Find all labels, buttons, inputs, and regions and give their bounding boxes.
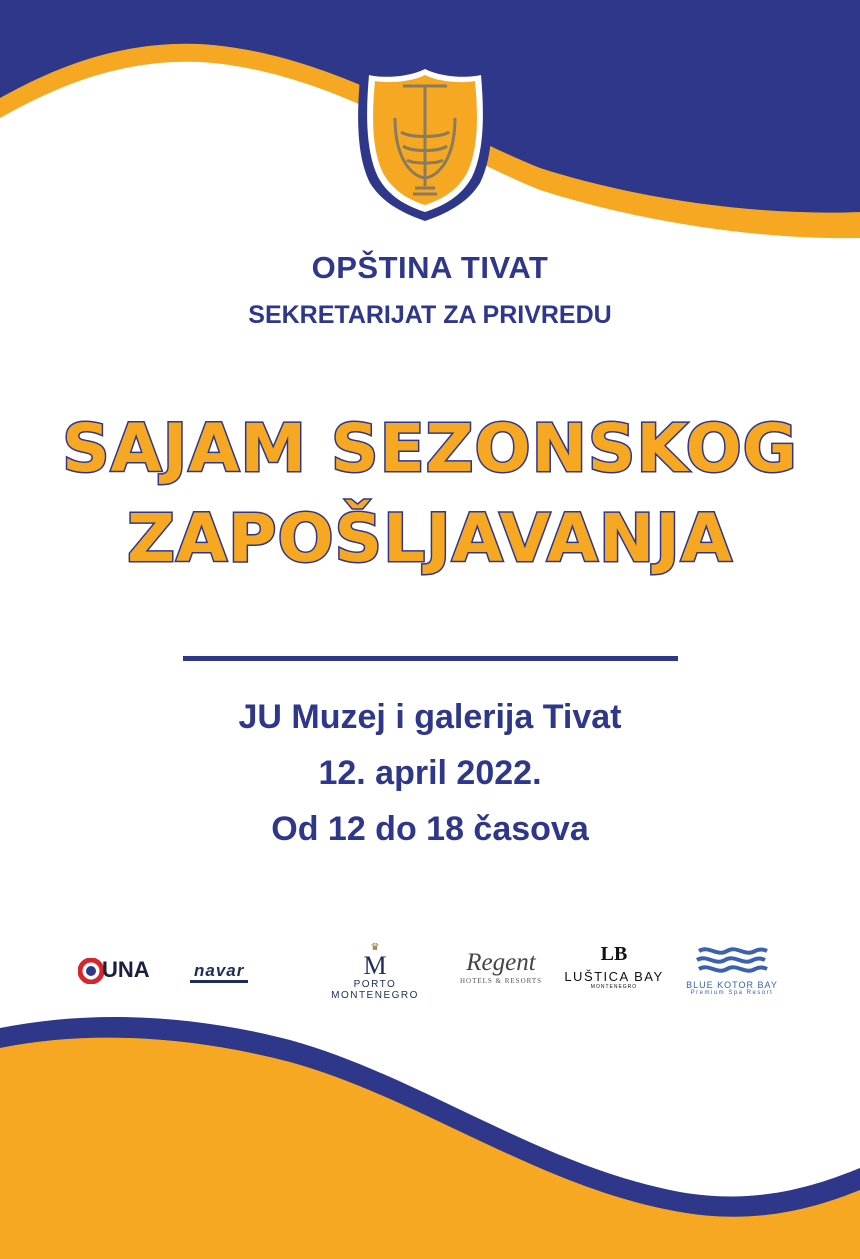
divider-line — [183, 656, 678, 661]
event-venue: JU Muzej i galerija Tivat — [238, 698, 622, 736]
blue-kotor-waves-icon — [695, 945, 769, 975]
navar-logo — [190, 961, 248, 981]
bottom-gold-wave — [0, 1038, 860, 1259]
sponsor-logos — [0, 935, 860, 1005]
lustica-bay-logo — [564, 943, 664, 990]
lustica-tagline: MONTENEGRO — [590, 984, 638, 990]
event-time: Od 12 do 18 časova — [271, 810, 589, 848]
lustica-bay-text: LUŠTICA BAY — [564, 969, 664, 984]
una-logo-text: UNA — [102, 957, 150, 982]
regent-tagline: HOTELS & RESORTS — [459, 977, 543, 985]
regent-logo — [456, 949, 546, 985]
regent-logo-text: Regent — [466, 949, 536, 976]
lustica-lb-icon: LB — [600, 943, 628, 965]
navar-logo-text: navar — [190, 961, 248, 983]
blue-kotor-tagline: Premium Spa Resort — [690, 990, 774, 996]
porto-m-icon: M — [363, 951, 387, 980]
event-date: 12. april 2022. — [318, 754, 542, 792]
porto-crown-icon: ♛ — [370, 942, 380, 953]
blue-kotor-bay-logo — [682, 945, 782, 996]
una-ring-icon — [78, 958, 104, 984]
event-title-line1: SAJAM SEZONSKOG — [62, 410, 798, 487]
event-title-line2: ZAPOŠLJAVANJA — [127, 500, 733, 577]
department-title: SEKRETARIJAT ZA PRIVREDU — [248, 301, 612, 329]
porto-montenegro-text: PORTO MONTENEGRO — [331, 979, 419, 1001]
blue-kotor-bay-text: BLUE KOTOR BAY — [686, 980, 778, 990]
porto-montenegro-logo — [308, 943, 442, 1001]
organization-title: OPŠTINA TIVAT — [311, 250, 549, 285]
tivat-crest-icon — [355, 58, 495, 224]
